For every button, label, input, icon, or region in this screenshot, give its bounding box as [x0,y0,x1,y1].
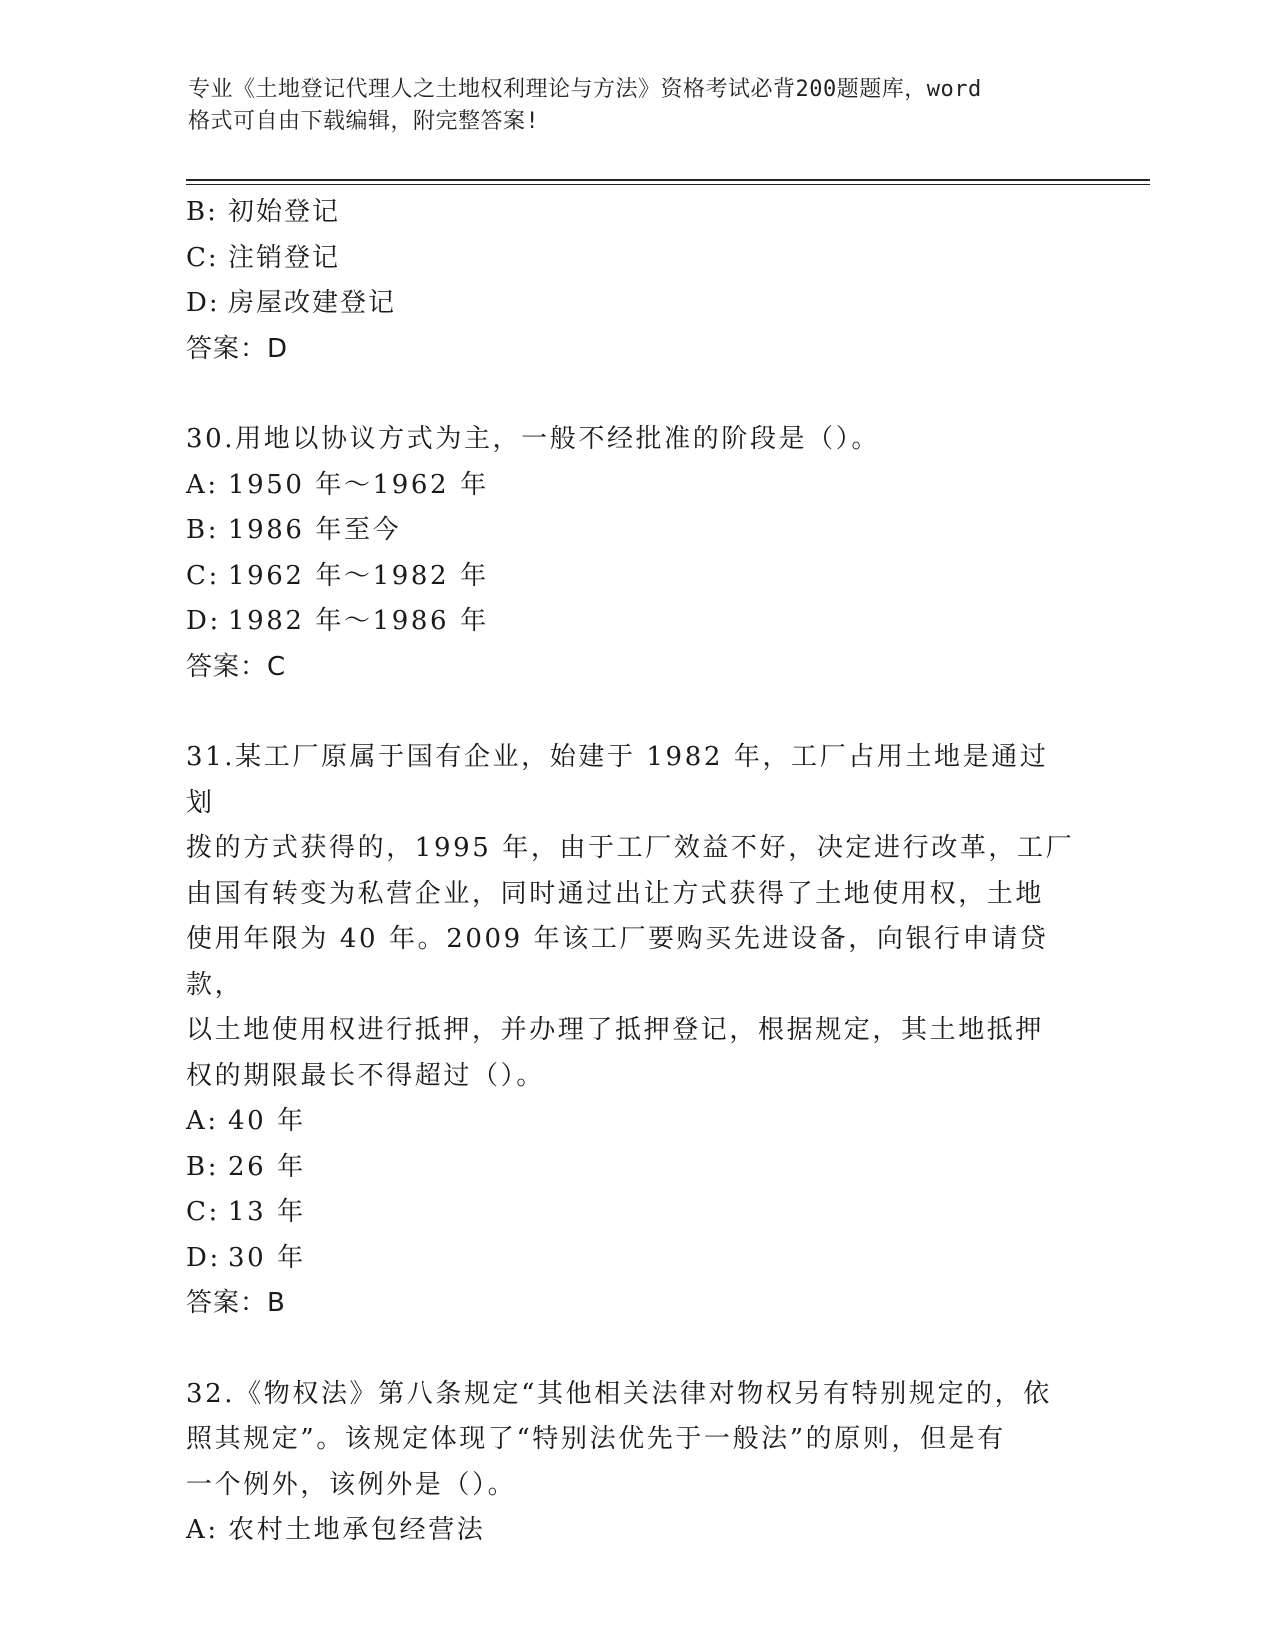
question-stem-line: 使用年限为 40 年。2009 年该工厂要购买先进设备，向银行申请贷款， [186,924,1049,1000]
option-a: A: 40 年 [186,1106,306,1136]
header-divider-thin [186,184,1150,185]
answer-line: 答案：B [186,1288,286,1318]
question-stem-line: 由国有转变为私营企业，同时通过出让方式获得了土地使用权，土地 [186,878,1045,909]
question-list [186,190,1076,1554]
option-d: D: 房屋改建登记 [186,288,397,318]
header-line-2: 格式可自由下载编辑，附完整答案! [188,109,540,134]
option-d: D: 1982 年～1986 年 [186,606,489,636]
option-b: B: 初始登记 [186,197,341,227]
header-divider-thick [186,179,1150,181]
question-stem-line: 权的期限最长不得超过（）。 [186,1060,545,1091]
question-block-32 [186,1372,1076,1554]
question-stem-line: 32.《物权法》第八条规定“其他相关法律对物权另有特别规定的，依 [186,1378,1052,1409]
question-block-30 [186,417,1076,690]
option-c: C: 13 年 [186,1197,306,1227]
option-b: B: 26 年 [186,1151,306,1182]
question-stem-line: 31.某工厂原属于国有企业，始建于 1982 年，工厂占用土地是通过划 [186,742,1049,818]
option-a: A: 农村土地承包经营法 [186,1515,486,1545]
option-b: B: 1986 年至今 [186,515,402,545]
question-stem: 30.用地以协议方式为主，一般不经批准的阶段是（）。 [186,424,880,454]
question-block-29 [186,190,1076,372]
question-block-31 [186,735,1076,1327]
question-stem-line: 拨的方式获得的，1995 年，由于工厂效益不好，决定进行改革，工厂 [186,833,1075,863]
option-d: D: 30 年 [186,1242,306,1273]
answer-line: 答案：C [186,651,287,682]
option-c: C: 注销登记 [186,242,341,273]
question-stem-line: 照其规定”。该规定体现了“特别法优先于一般法”的原则，但是有 [186,1424,1006,1454]
header-line-1: 专业《土地登记代理人之土地权利理论与方法》资格考试必背200题题库，word [188,77,982,102]
document-header [188,74,1068,138]
option-a: A: 1950 年～1962 年 [186,469,489,500]
answer-line: 答案：D [186,333,289,364]
question-stem-line: 一个例外，该例外是（）。 [186,1469,517,1500]
question-stem-line: 以土地使用权进行抵押，并办理了抵押登记，根据规定，其土地抵押 [186,1015,1045,1045]
option-c: C: 1962 年～1982 年 [186,560,489,591]
